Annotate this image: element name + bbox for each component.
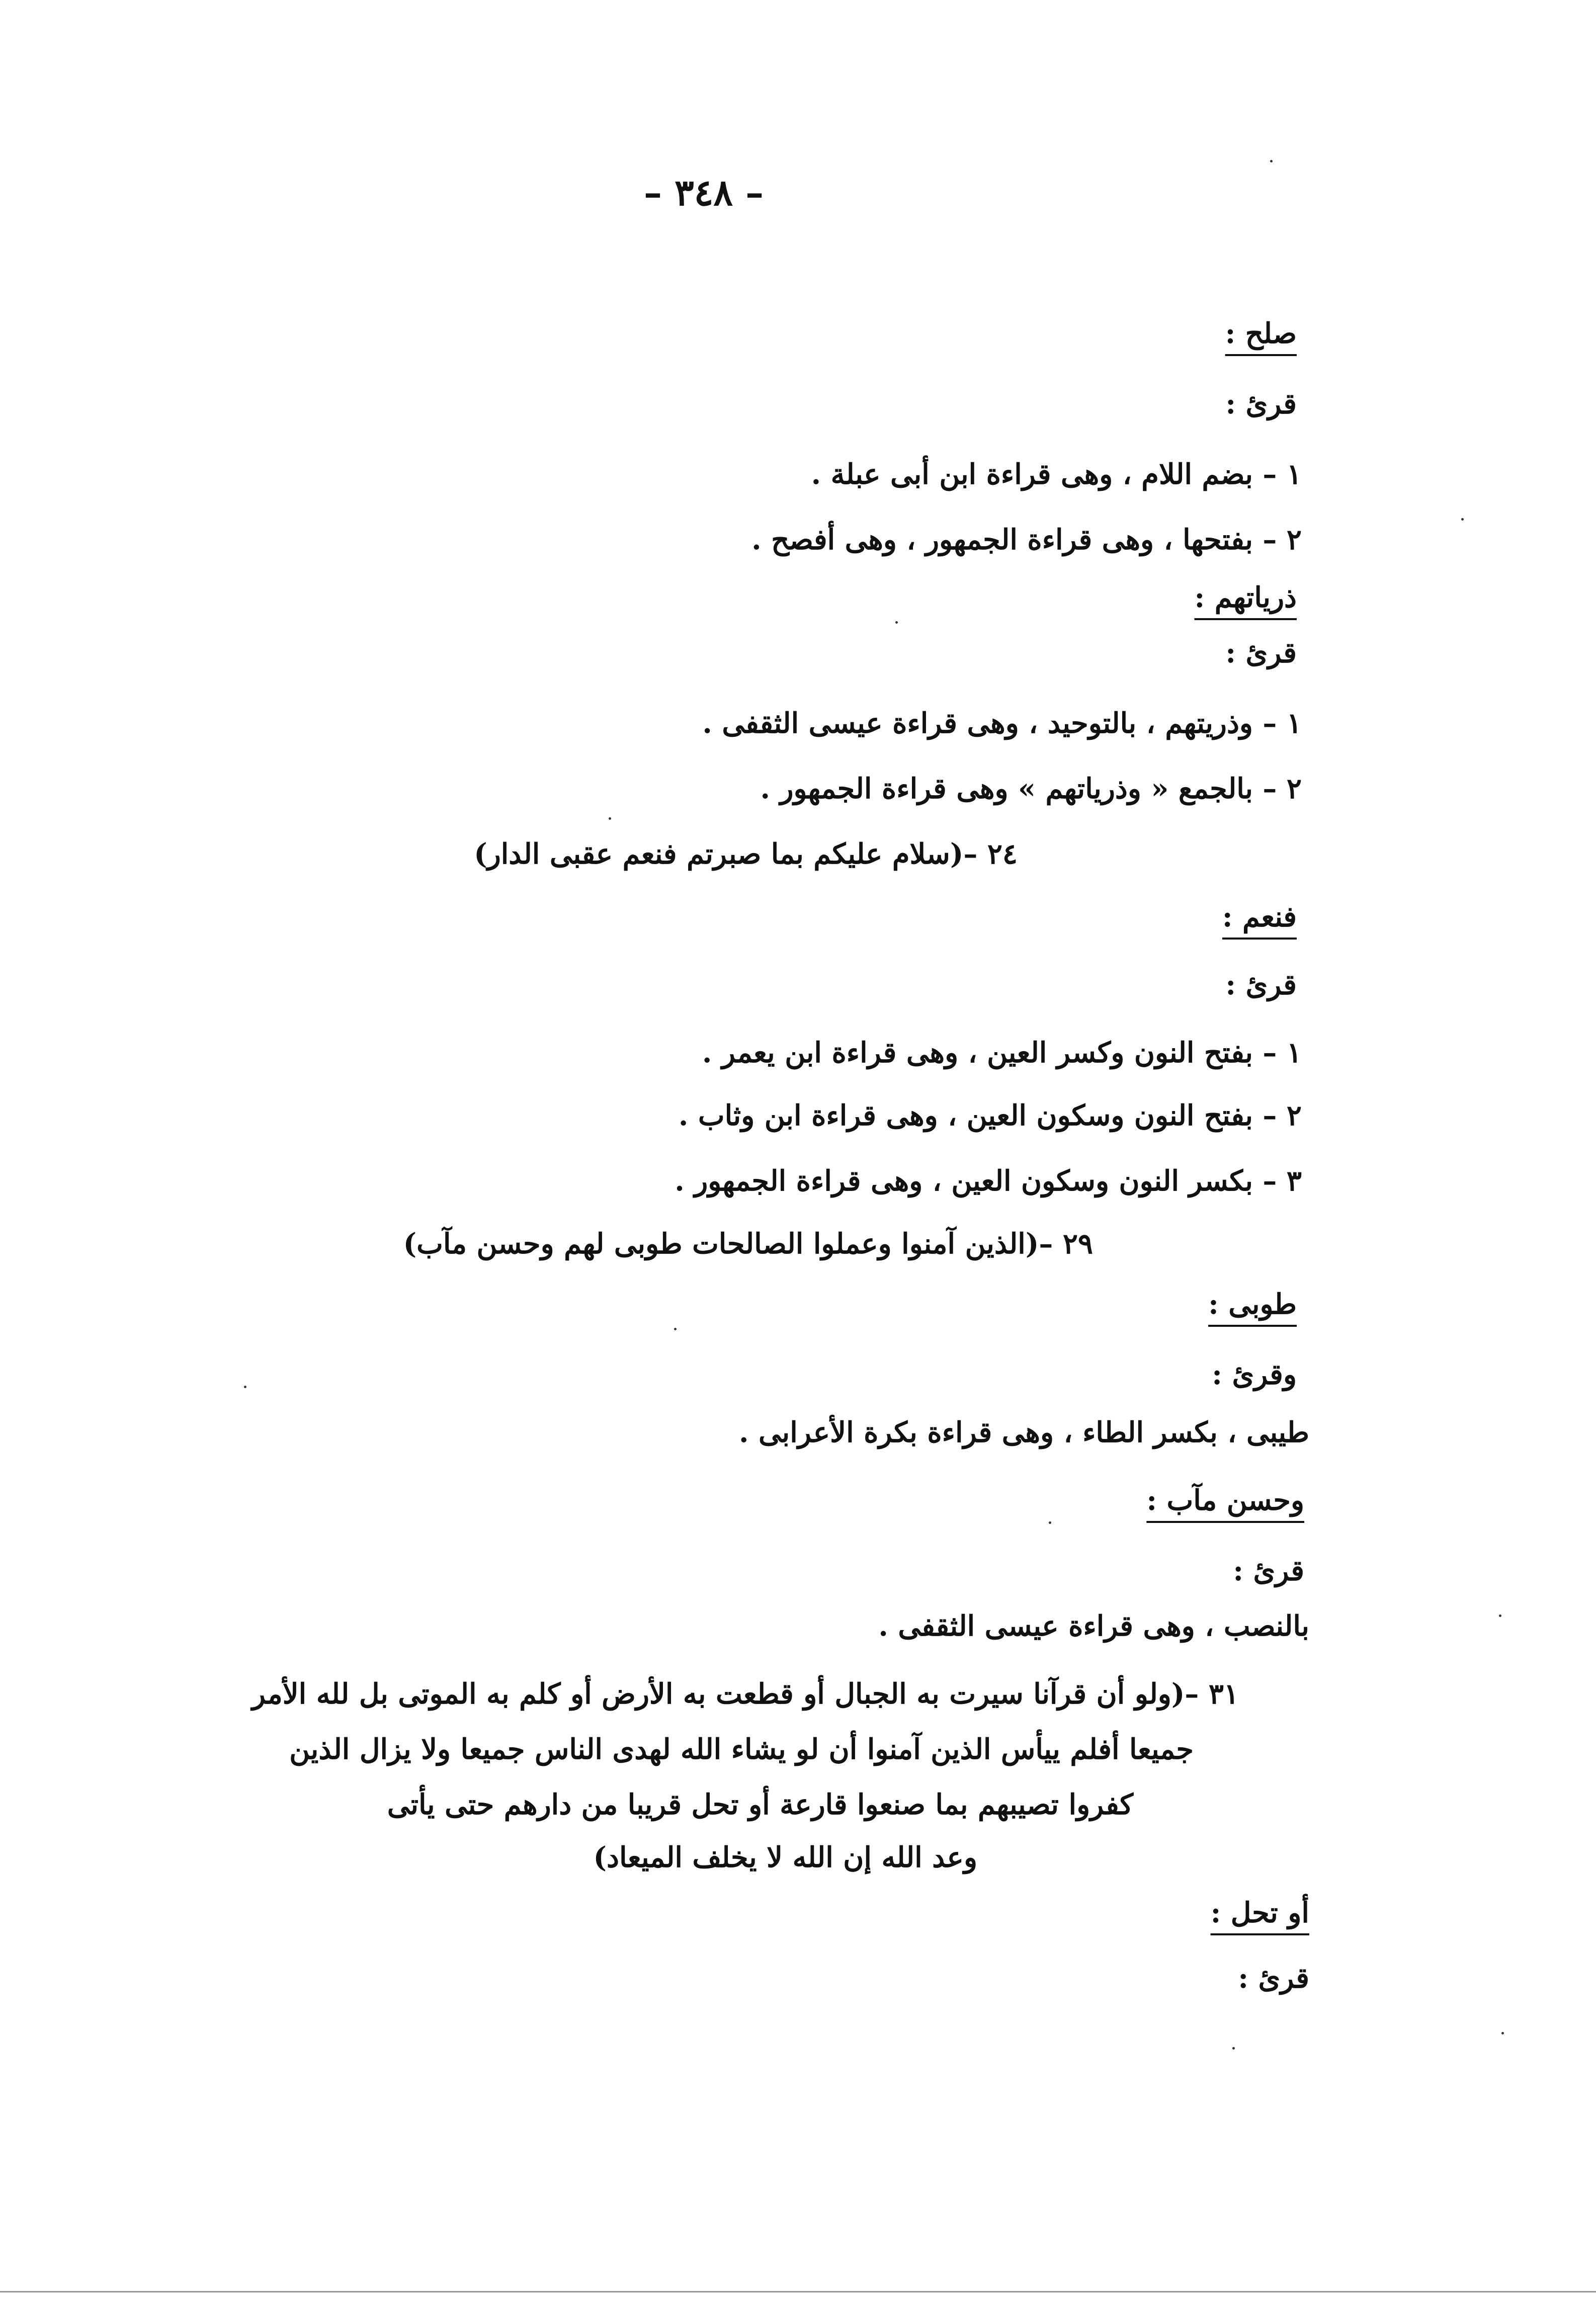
scan-speck <box>609 817 611 820</box>
heading-salih: صلح : <box>1225 317 1297 350</box>
label-qurri: قرئ : <box>1238 1962 1309 1995</box>
body-line: طيبى ، بكسر الطاء ، وهى قراءة بكرة الأعرابى . <box>739 1416 1309 1449</box>
body-line: ١ – وذريتهم ، بالتوحيد ، وهى قراءة عيسى الثقفى . <box>702 707 1302 740</box>
page-number: – ٣٤٨ – <box>644 171 764 214</box>
heading-tuba: طوبى : <box>1208 1288 1297 1321</box>
label-qurri: قرئ : <box>1225 636 1297 669</box>
body-line: ٢ – بفتح النون وسكون العين ، وهى قراءة ابن وثاب . <box>678 1099 1302 1132</box>
verse-line: وعد الله إن الله لا يخلف الميعاد) <box>593 1841 977 1874</box>
scan-speck <box>244 1386 246 1388</box>
verse-line: ٣١ –(ولو أن قرآنا سيرت به الجبال أو قطعت به الأرض أو كلم به الموتى بل لله الأمر <box>251 1677 1239 1711</box>
scan-speck <box>1270 160 1273 162</box>
scan-speck <box>1501 2032 1504 2034</box>
body-line: ١ – بفتح النون وكسر العين ، وهى قراءة ابن يعمر . <box>702 1036 1302 1069</box>
heading-dhurriyyatihim: ذرياتهم : <box>1194 581 1297 614</box>
verse-line: ٢٤ –(سلام عليكم بما صبرتم فنعم عقبى الدار) <box>474 837 1018 871</box>
scan-speck <box>1232 2047 1235 2050</box>
scan-speck <box>1049 1521 1051 1524</box>
viewer-bottom-edge <box>0 2291 1596 2292</box>
scan-speck <box>895 621 898 624</box>
heading-husn-maab: وحسن مآب : <box>1146 1484 1304 1517</box>
body-line: ٢ – بفتحها ، وهى قراءة الجمهور ، وهى أفصح . <box>751 523 1302 556</box>
label-qurri: قرئ : <box>1225 387 1297 420</box>
verse-line: كفروا تصيبهم بما صنعوا قارعة أو تحل قريبا من دارهم حتى يأتى <box>387 1788 1133 1821</box>
scan-speck <box>674 1328 677 1330</box>
label-qurri: قرئ : <box>1233 1554 1304 1587</box>
body-line: بالنصب ، وهى قراءة عيسى الثقفى . <box>878 1609 1309 1643</box>
label-qurri: وقرئ : <box>1212 1358 1297 1391</box>
verse-line: ٢٩ –(الذين آمنوا وعملوا الصالحات طوبى لهم وحسن مآب) <box>403 1227 1093 1260</box>
heading-aw-tahullu: أو تحل : <box>1210 1896 1309 1929</box>
body-line: ١ – بضم اللام ، وهى قراءة ابن أبى عبلة . <box>811 458 1302 491</box>
scan-speck <box>1461 518 1464 521</box>
body-line: ٢ – بالجمع « وذرياتهم » وهى قراءة الجمهور . <box>760 772 1302 805</box>
scan-speck <box>1499 1614 1501 1617</box>
verse-line: جميعا أفلم ييأس الذين آمنوا أن لو يشاء الله لهدى الناس جميعا ولا يزال الذين <box>289 1733 1194 1766</box>
label-qurri: قرئ : <box>1225 968 1297 1001</box>
body-line: ٣ – بكسر النون وسكون العين ، وهى قراءة الجمهور . <box>675 1164 1302 1198</box>
heading-niam: فنعم : <box>1222 900 1297 933</box>
